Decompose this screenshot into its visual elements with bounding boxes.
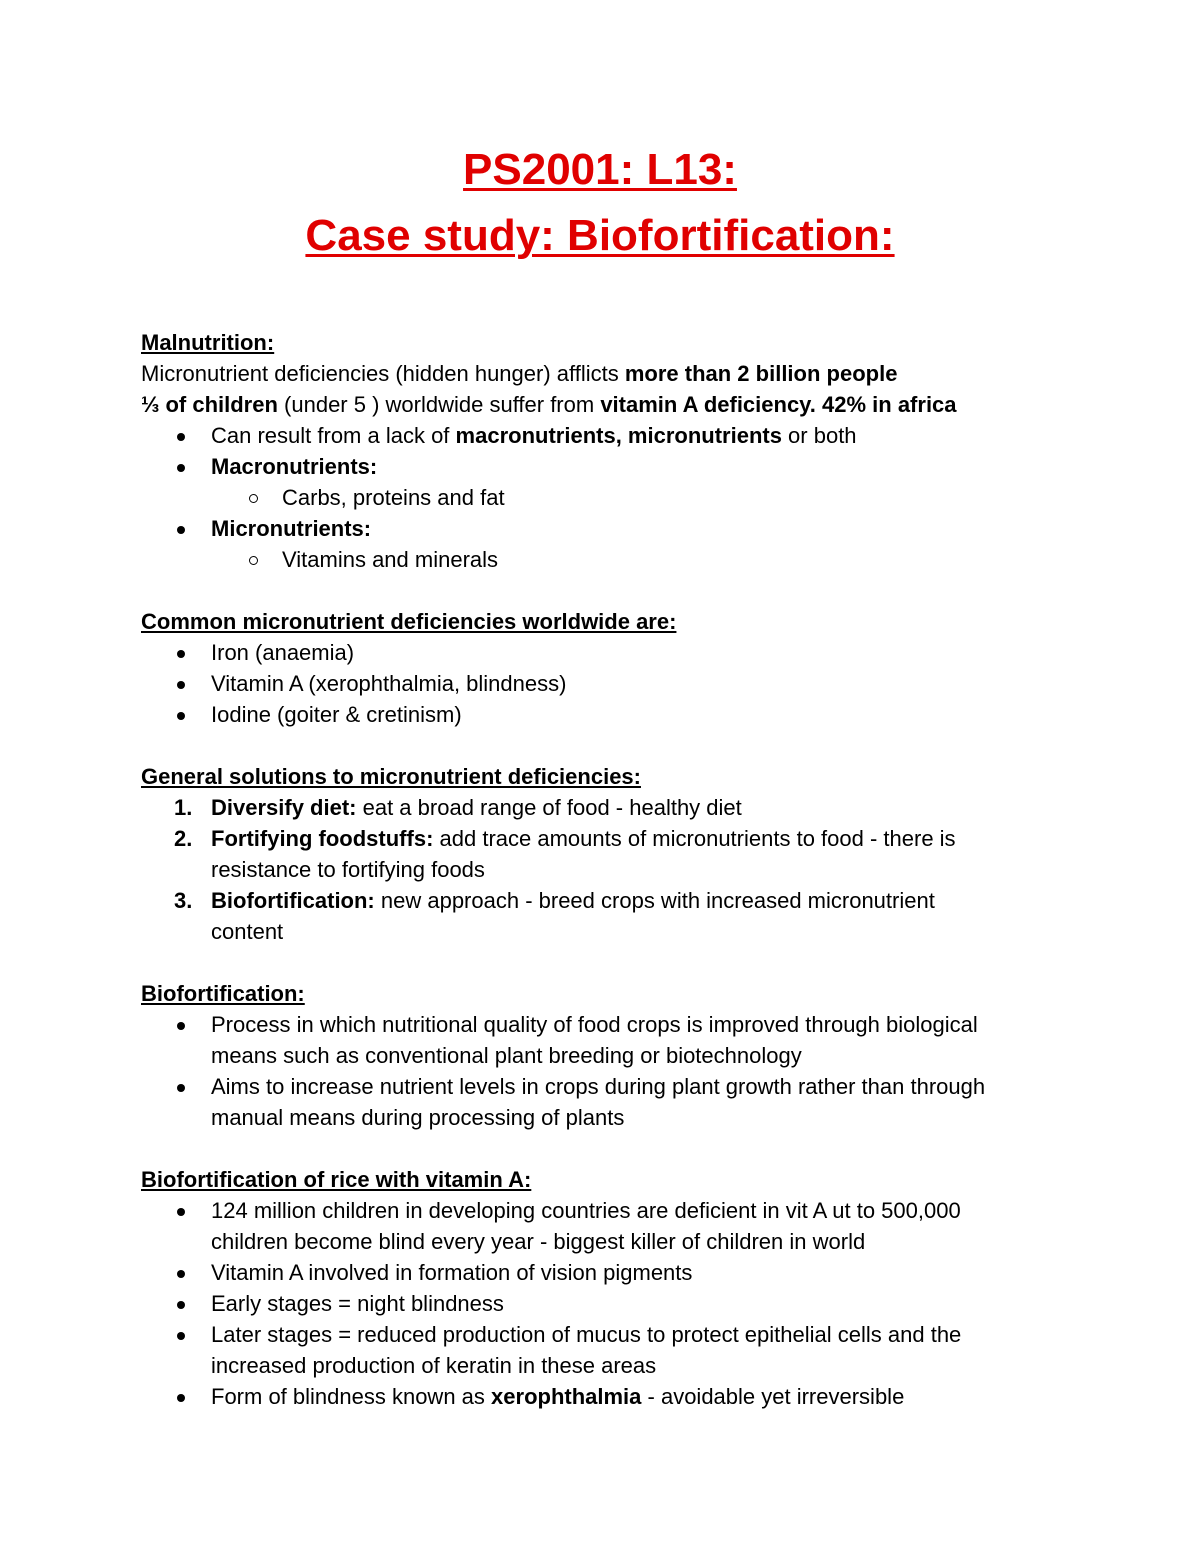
text-span: Vitamin A involved in formation of vision pigments bbox=[211, 1260, 693, 1285]
list-item bbox=[141, 637, 1061, 668]
text-span: manual means during processing of plants bbox=[211, 1105, 625, 1130]
title-line-2: Case study: Biofortification: bbox=[305, 211, 895, 260]
text-span: Vitamin A (xerophthalmia, blindness) bbox=[211, 671, 567, 696]
text-span: new approach - breed crops with increased micronutrient bbox=[374, 888, 935, 913]
hollow-bullet-icon bbox=[249, 494, 258, 503]
document-body bbox=[141, 327, 1061, 1412]
list-number: 2. bbox=[174, 826, 193, 851]
malnutrition-line-2 bbox=[141, 389, 1061, 420]
bullet-icon bbox=[177, 712, 185, 720]
sub-list-item bbox=[141, 544, 1061, 575]
text-span: - avoidable yet irreversible bbox=[641, 1384, 905, 1409]
bullet-icon bbox=[177, 1394, 185, 1402]
text-span: increased production of keratin in these areas bbox=[211, 1353, 657, 1378]
text-span: content bbox=[211, 919, 284, 944]
bullet-icon bbox=[177, 681, 185, 689]
bold-text: Micronutrients: bbox=[211, 516, 372, 541]
list-item bbox=[141, 1009, 1061, 1040]
text-span: children become blind every year - biggest killer of children in world bbox=[211, 1229, 866, 1254]
bold-text: Macronutrients: bbox=[211, 454, 378, 479]
text-span: Early stages = night blindness bbox=[211, 1291, 504, 1316]
text-span: Form of blindness known as bbox=[211, 1384, 492, 1409]
list-item-continuation bbox=[141, 1226, 1061, 1257]
bullet-icon bbox=[177, 1332, 185, 1340]
bold-text: Diversify diet: bbox=[211, 795, 357, 820]
text-span: Vitamins and minerals bbox=[282, 547, 499, 572]
section-heading-solutions: General solutions to micronutrient deficiencies: bbox=[141, 764, 641, 789]
section-heading-rice: Biofortification of rice with vitamin A: bbox=[141, 1167, 532, 1192]
list-number: 3. bbox=[174, 888, 193, 913]
numbered-item bbox=[141, 885, 1061, 916]
text-span: (under 5 ) worldwide suffer from bbox=[277, 392, 601, 417]
list-number: 1. bbox=[174, 795, 193, 820]
list-item bbox=[141, 420, 1061, 451]
bullet-icon bbox=[177, 526, 185, 534]
text-span: add trace amounts of micronutrients to food - there is bbox=[433, 826, 956, 851]
text-span: Aims to increase nutrient levels in crops during plant growth rather than through bbox=[211, 1074, 986, 1099]
list-item bbox=[141, 1381, 1061, 1412]
bold-text: xerophthalmia bbox=[491, 1384, 642, 1409]
bullet-icon bbox=[177, 650, 185, 658]
list-item bbox=[141, 451, 1061, 482]
numbered-item bbox=[141, 792, 1061, 823]
hollow-bullet-icon bbox=[249, 556, 258, 565]
text-span: Iron (anaemia) bbox=[211, 640, 355, 665]
text-span: Carbs, proteins and fat bbox=[282, 485, 505, 510]
text-span: Process in which nutritional quality of food crops is improved through biological bbox=[211, 1012, 978, 1037]
section-heading-biofortification: Biofortification: bbox=[141, 981, 305, 1006]
numbered-item bbox=[141, 823, 1061, 854]
text-span: or both bbox=[781, 423, 857, 448]
bullet-icon bbox=[177, 1270, 185, 1278]
list-item bbox=[141, 1257, 1061, 1288]
bold-text: Biofortification: bbox=[211, 888, 375, 913]
bullet-icon bbox=[177, 1084, 185, 1092]
list-item bbox=[141, 699, 1061, 730]
text-span: Iodine (goiter & cretinism) bbox=[211, 702, 462, 727]
text-span: Can result from a lack of bbox=[211, 423, 456, 448]
text-span: 124 million children in developing countries are deficient in vit A ut to 500,000 bbox=[211, 1198, 961, 1223]
list-item bbox=[141, 668, 1061, 699]
bullet-icon bbox=[177, 464, 185, 472]
numbered-item-continuation bbox=[141, 854, 1061, 885]
list-item bbox=[141, 1071, 1061, 1102]
text-span: resistance to fortifying foods bbox=[211, 857, 485, 882]
bold-text: more than 2 billion people bbox=[624, 361, 898, 386]
list-item bbox=[141, 1319, 1061, 1350]
list-item bbox=[141, 1288, 1061, 1319]
bullet-icon bbox=[177, 1301, 185, 1309]
list-item bbox=[141, 513, 1061, 544]
bold-text: macronutrients, micronutrients bbox=[455, 423, 782, 448]
bullet-icon bbox=[177, 1208, 185, 1216]
bold-text: ⅓ of children bbox=[141, 392, 278, 417]
list-item-continuation bbox=[141, 1040, 1061, 1071]
title-line-1: PS2001: L13: bbox=[463, 145, 737, 194]
list-item bbox=[141, 1195, 1061, 1226]
bullet-icon bbox=[177, 433, 185, 441]
malnutrition-line-1 bbox=[141, 358, 1061, 389]
text-span: Micronutrient deficiencies (hidden hunger) afflicts bbox=[141, 361, 625, 386]
text-span: means such as conventional plant breeding or biotechnology bbox=[211, 1043, 802, 1068]
text-span: eat a broad range of food - healthy diet bbox=[356, 795, 742, 820]
bold-text: Fortifying foodstuffs: bbox=[211, 826, 434, 851]
bullet-icon bbox=[177, 1022, 185, 1030]
numbered-item-continuation bbox=[141, 916, 1061, 947]
bold-text: vitamin A deficiency. 42% in africa bbox=[600, 392, 957, 417]
section-heading-malnutrition: Malnutrition: bbox=[141, 330, 275, 355]
section-heading-common: Common micronutrient deficiencies worldwide are: bbox=[141, 609, 677, 634]
list-item-continuation bbox=[141, 1102, 1061, 1133]
list-item-continuation bbox=[141, 1350, 1061, 1381]
sub-list-item bbox=[141, 482, 1061, 513]
text-span: Later stages = reduced production of mucus to protect epithelial cells and the bbox=[211, 1322, 962, 1347]
